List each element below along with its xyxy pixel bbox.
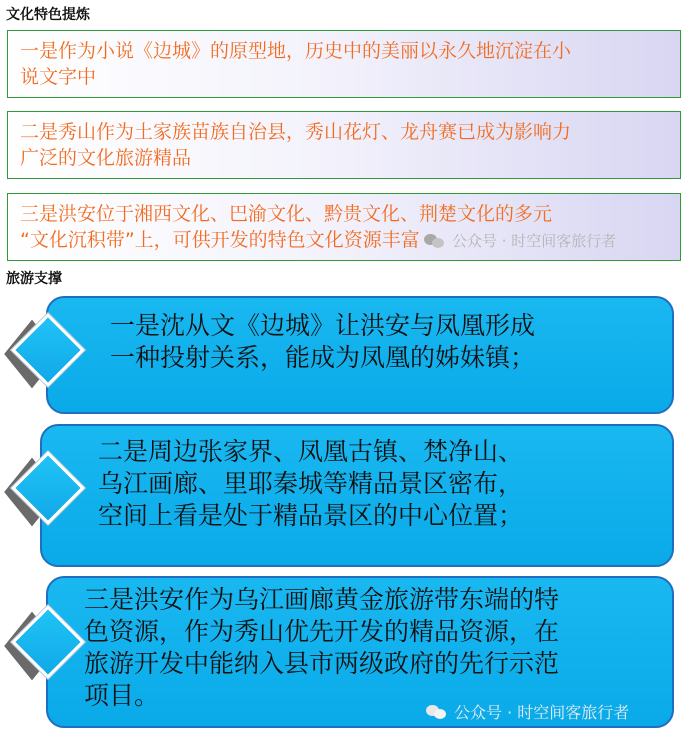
tourism-item-2-line2: 乌江画廊、里耶秦城等精品景区密布， (98, 469, 524, 498)
culture-item-2-line2: 广泛的文化旅游精品 (20, 147, 192, 169)
culture-item-1-line2: 说文字中 (20, 66, 97, 88)
tourism-item-3-line4: 项目。 (84, 681, 160, 710)
watermark-bottom-text: 公众号 · 时空间客旅行者 (454, 703, 630, 722)
culture-item-2-line1: 二是秀山作为土家族苗族自治县，秀山花灯、龙舟赛已成为影响力 (20, 121, 572, 143)
bullet-diamond-icon-3 (10, 612, 90, 692)
culture-item-1-line1: 一是作为小说《边城》的原型地，历史中的美丽以永久地沉淀在小 (20, 40, 572, 62)
watermark-top-text: 公众号 · 时空间客旅行者 (452, 232, 617, 250)
watermark-bottom (426, 700, 629, 723)
tourism-item-3-line2: 色资源，作为秀山优先开发的精品资源，在 (84, 617, 560, 646)
tourism-item-1-line2: 一种投射关系，能成为凤凰的姊妹镇； (110, 343, 536, 372)
tourism-item-1-line1: 一是沈从文《边城》让洪安与凤凰形成 (110, 311, 536, 340)
tourism-section-title: 旅游支撑 (6, 271, 62, 287)
tourism-item-2-line1: 二是周边张家界、凤凰古镇、梵净山、 (98, 437, 524, 466)
watermark-top (424, 230, 616, 251)
culture-item-2 (7, 111, 681, 179)
wechat-icon (426, 703, 448, 721)
bullet-diamond-icon-1 (10, 320, 90, 400)
tourism-item-2-line3: 空间上看是处于精品景区的中心位置； (98, 501, 524, 530)
culture-item-1 (7, 30, 681, 98)
tourism-item-3-line3: 旅游开发中能纳入县市两级政府的先行示范 (84, 649, 560, 678)
culture-item-3-line2: “文化沉积带”上，可供开发的特色文化资源丰富 (20, 229, 420, 251)
tourism-item-1 (46, 296, 674, 414)
culture-section-title: 文化特色提炼 (6, 7, 90, 23)
culture-item-3-line1: 三是洪安位于湘西文化、巴渝文化、黔贵文化、荆楚文化的多元 (20, 203, 553, 225)
tourism-item-2 (40, 424, 674, 567)
wechat-icon (424, 232, 446, 250)
tourism-item-3-line1: 三是洪安作为乌江画廊黄金旅游带东端的特 (84, 585, 560, 614)
bullet-diamond-icon-2 (10, 458, 90, 538)
